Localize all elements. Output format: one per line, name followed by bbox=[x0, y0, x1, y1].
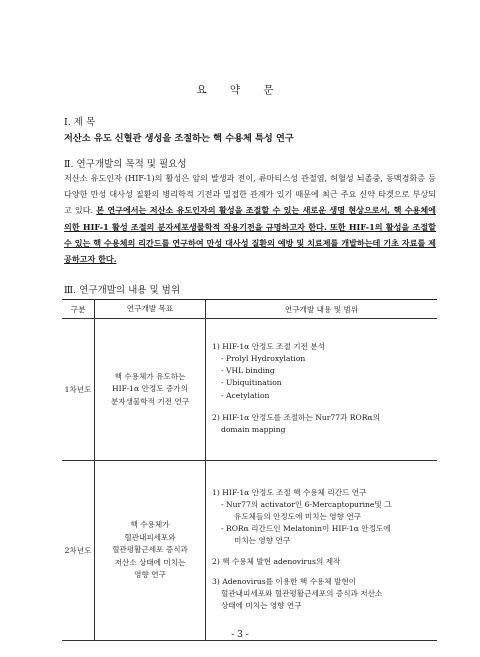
header-division: 구분 bbox=[62, 300, 95, 319]
item-sub: 미치는 영향 연구 bbox=[234, 536, 291, 546]
item-text: 3) Adenovirus를 이용한 핵 수용체 발현이 bbox=[212, 576, 356, 586]
year-cell: 1차년도 bbox=[62, 319, 95, 461]
item-sub: 혈관내피세포와 혈관평활근세포의 증식과 저산소 bbox=[221, 589, 383, 598]
header-goal: 연구개발 목표 bbox=[95, 300, 206, 319]
content-item bbox=[212, 576, 433, 613]
purpose-paragraph bbox=[64, 170, 436, 267]
item-sub: domain mapping bbox=[221, 425, 286, 434]
item-sub: - Acetylation bbox=[221, 390, 270, 400]
section-2-heading: Ⅱ. 연구개발의 목적 및 필요성 bbox=[64, 159, 187, 170]
goal-line: 영향 연구 bbox=[134, 570, 166, 580]
goal-line: 혈관내피세포와 bbox=[124, 532, 176, 542]
goal-line: 핵 수용체가 유도하는 bbox=[114, 371, 186, 381]
purpose-emphasis: 본 연구에서는 저산소 유도인자의 활성을 조절할 수 있는 새로운 생명 현상으로서, 핵 수용체에 의한 HIF-1 활성 조절의 분자세포생물학적 작용기전을 규명하고자 한다. 또한 HIF-1의 활성을 조절할 수 있는 핵 수용체의 리간드를 연구하여 만성 대사성 질환의 예방 및 치료제를 개발하는데 기초 자료를 제공하고자 한다. bbox=[64, 205, 436, 265]
content-cell bbox=[206, 319, 438, 461]
goal-line: 분자생물학적 기전 연구 bbox=[110, 396, 190, 406]
item-text: 1) HIF-1α 안정도 조절 핵 수용체 리간드 연구 bbox=[212, 487, 367, 497]
goal-cell bbox=[95, 461, 206, 641]
item-text: 2) HIF-1α 안정도를 조절하는 Nur77과 RORα의 bbox=[212, 412, 380, 422]
table-row bbox=[62, 461, 437, 641]
goal-line: 저산소 상태에 미치는 bbox=[114, 557, 186, 567]
item-sub: 유도체들의 안정도에 미치는 영향 연구 bbox=[234, 511, 362, 521]
content-item bbox=[212, 341, 433, 402]
item-sub: - VHL binding bbox=[221, 366, 275, 376]
table-header-row bbox=[62, 300, 437, 319]
content-item bbox=[212, 487, 433, 548]
section-3-heading: Ⅲ. 연구개발의 내용 및 범위 bbox=[64, 285, 181, 296]
item-sub: - Nur77의 activator인 6-Mercaptopurine및 그 bbox=[221, 499, 392, 509]
item-text: 2) 핵 수용체 발현 adenovirus의 제작 bbox=[212, 556, 341, 566]
goal-cell bbox=[95, 319, 206, 461]
item-sub: - Prolyl Hydroxylation bbox=[221, 353, 306, 363]
summary-title: 요 약 문 bbox=[196, 84, 284, 96]
item-sub: 상태에 미치는 영향 연구 bbox=[221, 601, 302, 611]
content-item bbox=[212, 412, 433, 436]
content-cell bbox=[206, 461, 438, 641]
header-content: 연구개발 내용 및 범위 bbox=[206, 300, 438, 319]
goal-line: 혈관평활근세포 증식과 bbox=[112, 545, 188, 555]
section-1-heading: Ⅰ. 제 목 bbox=[64, 117, 96, 128]
item-sub: - RORα 리간드인 Melatonin이 HIF-1α 안정도에 bbox=[221, 524, 391, 534]
item-text: 1) HIF-1α 안정도 조절 기전 분석 bbox=[212, 341, 325, 351]
purpose-text: 저산소 유도인자 (HIF-1)의 활성은 암의 발생과 전이, 류마티스성 관절염, 허혈성 뇌졸중, 동맥경화증 등 다양한 만성 대사성 질환의 병리학적 기전과 밀접한 관계가 있기 때문에 최근 주요 신약 타겟으로 부상되고 있다. bbox=[64, 173, 436, 216]
year-cell: 2차년도 bbox=[62, 461, 95, 641]
research-title: 저산소 유도 신혈관 생성을 조절하는 핵 수용체 특성 연구 bbox=[64, 133, 294, 144]
item-sub: - Ubiquitination bbox=[221, 378, 282, 388]
table-row bbox=[62, 319, 437, 461]
goal-line: HIF-1α 안정도 증가의 bbox=[112, 384, 188, 394]
page-number: - 3 - bbox=[231, 630, 249, 640]
goal-line: 핵 수용체가 bbox=[130, 520, 170, 530]
content-item bbox=[212, 556, 433, 568]
research-plan-table bbox=[62, 299, 437, 641]
